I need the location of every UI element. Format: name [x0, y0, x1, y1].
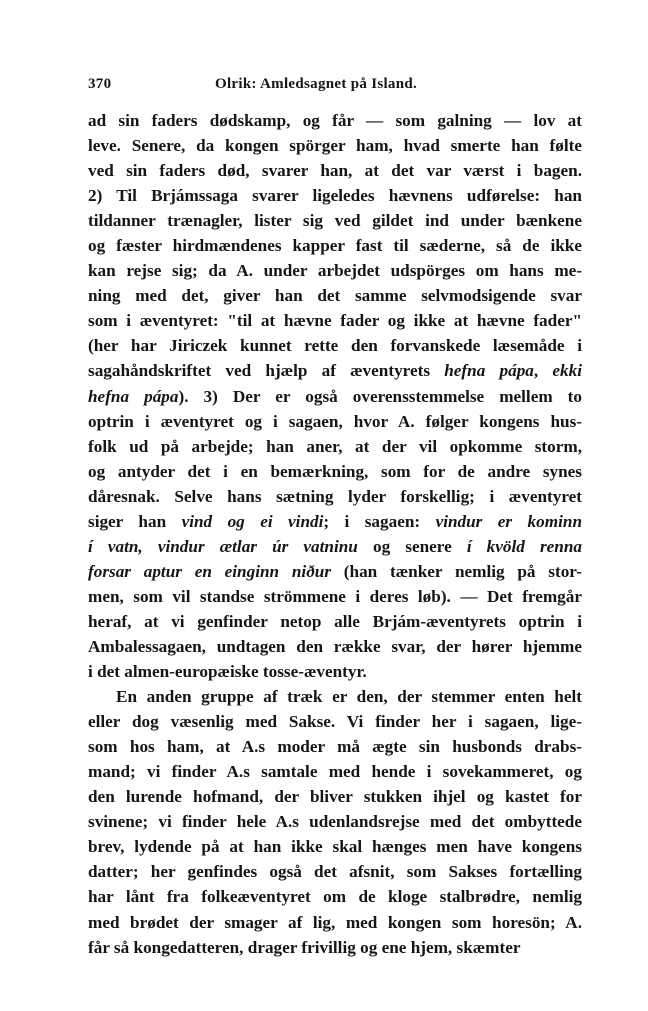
text-run: (han tænker nemlig på stor-: [331, 561, 582, 581]
text-line: [88, 384, 582, 409]
text-line: [88, 634, 582, 659]
text-line: [88, 233, 582, 258]
text-line: [88, 784, 582, 809]
text-line: [88, 509, 582, 534]
text-line: [88, 108, 582, 133]
text-run: og fæster hirdmændenes kapper fast til sæderne, så de ikke: [88, 236, 582, 256]
italic-text: vind og ei vindi: [181, 511, 324, 531]
text-line: [88, 258, 582, 283]
text-run: får så kongedatteren, drager frivillig og ene hjem, skæmter: [88, 937, 521, 957]
text-line: [88, 358, 582, 383]
text-line: [88, 308, 582, 333]
text-run: siger han: [88, 511, 182, 531]
text-run: sagahåndskriftet ved hjælp af æventyrets: [88, 361, 445, 381]
text-run: dåresnak. Selve hans sætning lyder forskellig; i æventyret: [88, 486, 582, 506]
text-line: [88, 935, 582, 960]
text-line: [88, 859, 582, 884]
text-line: [88, 659, 582, 684]
text-run: i det almen-europæiske tosse-æventyr.: [88, 662, 367, 682]
italic-text: hefna pápa: [444, 361, 534, 381]
text-line: [88, 534, 582, 559]
text-line: [88, 584, 582, 609]
running-title: Olrik: Amledsagnet på Island.: [215, 76, 418, 92]
text-line: [88, 684, 582, 709]
text-line: [88, 834, 582, 859]
text-run: kan rejse sig; da A. under arbejdet udspörges om hans me-: [88, 261, 582, 281]
text-line: [88, 759, 582, 784]
text-line: [88, 183, 582, 208]
text-run: Ambalessagaen, undtagen den række svar, der hører hjemme: [88, 636, 582, 656]
text-run: 2) Til Brjámssaga svarer ligeledes hævnens udførelse: han: [88, 186, 582, 206]
text-line: [88, 459, 582, 484]
text-run: brev, lydende på at han ikke skal hænges men have kongens: [88, 837, 582, 857]
text-run: leve. Senere, da kongen spörger ham, hvad smerte han følte: [88, 136, 582, 156]
page-number: 370: [88, 76, 112, 92]
text-run: heraf, at vi genfinder netop alle Brjám-æventyrets optrin i: [88, 611, 582, 631]
text-run: og senere: [357, 536, 467, 556]
text-run: ,: [533, 361, 553, 381]
text-run: ved sin faders død, svarer han, at det var værst i bagen.: [88, 161, 582, 181]
text-line: [88, 910, 582, 935]
text-line: [88, 208, 582, 233]
text-line: [88, 333, 582, 358]
text-run: den lurende hofmand, der bliver stukken ihjel og kastet for: [88, 787, 582, 807]
text-run: folk ud på arbejde; han aner, at der vil opkomme storm,: [88, 436, 582, 456]
text-line: [88, 133, 582, 158]
italic-text: í kvöld renna: [466, 536, 582, 556]
text-run: ad sin faders dødskamp, og får — som galning — lov at: [88, 111, 582, 130]
text-run: har lånt fra folkeæventyret om de kloge stalbrødre, nemlig: [88, 887, 582, 907]
text-run: ; i sagaen:: [323, 511, 436, 531]
italic-text: vindur er kominn: [435, 511, 582, 531]
text-run: svinene; vi finder hele A.s udenlandsrejse med det ombyttede: [88, 812, 582, 832]
text-run: med brødet der smager af lig, med kongen som horesön; A.: [88, 912, 582, 932]
italic-text: ekki: [552, 361, 582, 381]
italic-text: forsar aptur en einginn niður: [88, 561, 332, 581]
text-run: og antyder det i en bemærkning, som for de andre synes: [88, 461, 582, 481]
text-line: [88, 283, 582, 308]
text-line: [88, 434, 582, 459]
text-run: men, som vil standse strömmene i deres løb). — Det fremgår: [88, 586, 582, 606]
text-line: [88, 884, 582, 909]
italic-text: hefna pápa: [88, 386, 179, 406]
text-run: tildanner trænagler, lister sig ved gildet ind under bænkene: [88, 211, 582, 231]
text-run: som hos ham, at A.s moder må ægte sin husbonds drabs-: [88, 737, 582, 757]
text-line: [88, 809, 582, 834]
body-text: [88, 108, 582, 960]
text-run: (her har Jiriczek kunnet rette den forvanskede læsemåde i: [88, 336, 582, 356]
text-line: [88, 158, 582, 183]
text-run: eller dog væsenlig med Sakse. Vi finder her i sagaen, lige-: [88, 712, 582, 732]
text-line: [88, 609, 582, 634]
text-line: [88, 709, 582, 734]
italic-text: í vatn, vindur ætlar úr vatninu: [88, 536, 358, 556]
text-line: [88, 409, 582, 434]
text-run: optrin i æventyret og i sagaen, hvor A. følger kongens hus-: [88, 411, 582, 431]
text-line: [88, 559, 582, 584]
text-line: [88, 484, 582, 509]
text-run: datter; her genfindes også det afsnit, som Sakses fortælling: [88, 862, 582, 882]
text-run: ning med det, giver han det samme selvmodsigende svar: [88, 286, 582, 306]
text-run: ). 3) Der er også overensstemmelse mellem to: [178, 386, 582, 406]
text-run: En anden gruppe af træk er den, der stemmer enten helt: [116, 687, 582, 707]
page-header: [88, 76, 582, 98]
text-line: [88, 734, 582, 759]
text-run: mand; vi finder A.s samtale med hende i sovekammeret, og: [88, 762, 582, 782]
text-run: som i æventyret: "til at hævne fader og ikke at hævne fader": [88, 311, 582, 331]
